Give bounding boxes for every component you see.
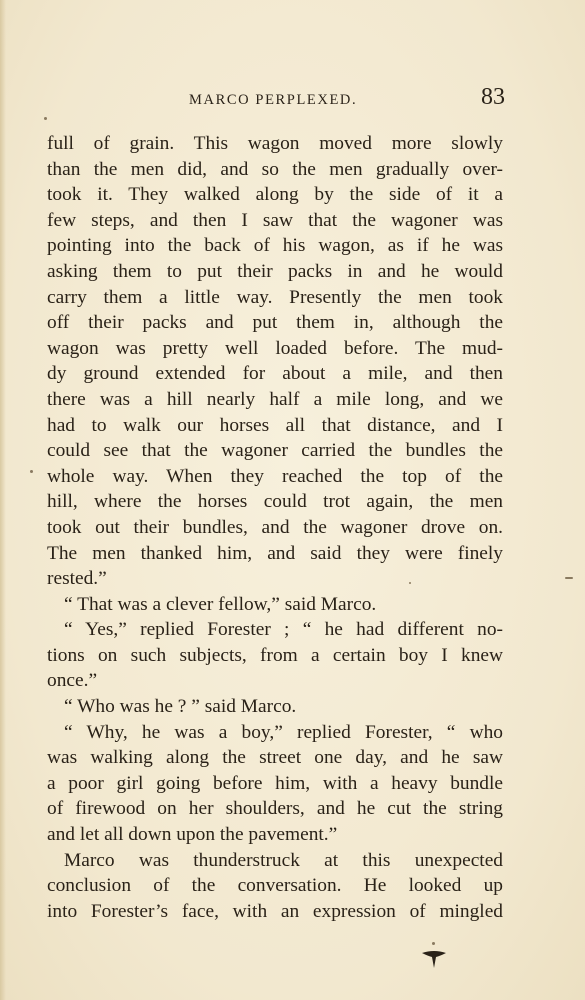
page-number: 83 [481, 84, 505, 110]
ink-speck [30, 470, 33, 473]
text-line: was walking along the street one day, and he saw [47, 747, 503, 769]
text-line: Marco was thunderstruck at this unexpected [64, 849, 503, 871]
text-line: “ Who was he ? ” said Marco. [64, 696, 297, 718]
text-line: conclusion of the conversation. He looked up [47, 875, 503, 897]
text-line: pointing into the back of his wagon, as if he was [47, 235, 503, 257]
text-line: “ Why, he was a boy,” replied Forester, “ who [64, 721, 503, 743]
text-line: than the men did, and so the men gradually over- [47, 158, 503, 180]
text-line: carry them a little way. Presently the men took [47, 286, 503, 308]
text-line: once.” [47, 670, 98, 692]
text-line: “ That was a clever fellow,” said Marco. [64, 593, 377, 615]
text-line: there was a hill nearly half a mile long, and we [47, 388, 503, 410]
text-line: and let all down upon the pavement.” [47, 824, 338, 846]
ink-speck [409, 582, 411, 584]
text-line: “ Yes,” replied Forester ; “ he had different no- [64, 619, 503, 641]
text-line: asking them to put their packs in and he would [47, 260, 503, 282]
ink-speck [44, 117, 47, 120]
text-line: few steps, and then I saw that the wagoner was [47, 209, 503, 231]
page-gutter-shadow [0, 0, 6, 1000]
text-line: rested.” [47, 568, 107, 590]
body-text [47, 131, 503, 924]
text-line: took it. They walked along by the side of it a [47, 184, 503, 206]
ink-speck [432, 942, 435, 945]
text-line: had to walk our horses all that distance, and I [47, 414, 503, 436]
printer-ornament-icon [420, 948, 448, 970]
text-line: whole way. When they reached the top of the [47, 465, 503, 487]
text-line: wagon was pretty well loaded before. The mud- [47, 337, 503, 359]
text-line: took out their bundles, and the wagoner drove on. [47, 516, 503, 538]
text-line: a poor girl going before him, with a heavy bundle [47, 772, 503, 794]
text-line: could see that the wagoner carried the bundles the [47, 440, 503, 462]
ink-speck [565, 577, 573, 579]
text-line: into Forester’s face, with an expression of mingled [47, 900, 503, 922]
running-head [47, 84, 505, 114]
text-line: off their packs and put them in, although the [47, 312, 503, 334]
text-line: The men thanked him, and said they were finely [47, 542, 503, 564]
text-line: full of grain. This wagon moved more slowly [47, 133, 503, 154]
text-line: tions on such subjects, from a certain boy I knew [47, 644, 503, 666]
running-head-title: MARCO PERPLEXED. [189, 92, 358, 108]
text-line: of firewood on her shoulders, and he cut the string [47, 798, 503, 820]
text-line: dy ground extended for about a mile, and then [47, 363, 503, 385]
text-line: hill, where the horses could trot again, the men [47, 491, 503, 513]
